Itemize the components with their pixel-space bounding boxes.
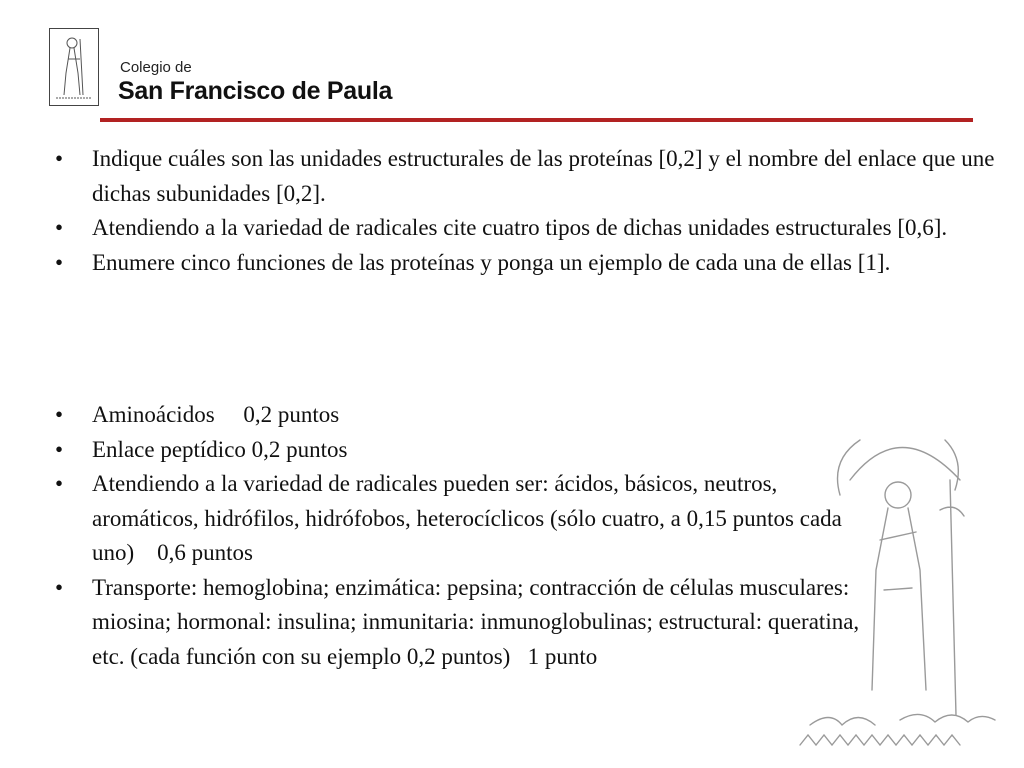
- list-item: [55, 142, 1005, 211]
- bullet-icon: •: [55, 436, 64, 462]
- bullet-icon: •: [55, 402, 64, 427]
- question-text: Enumere cinco funciones de las proteínas y ponga un ejemplo de cada una de ellas [1].: [92, 249, 891, 275]
- question-list: [55, 142, 1005, 280]
- list-item: [55, 433, 885, 468]
- answer-text: Enlace peptídico 0,2 puntos: [92, 436, 348, 462]
- list-item: [55, 211, 1005, 246]
- list-item: [55, 246, 1005, 281]
- list-item: [55, 467, 885, 571]
- logo-emblem: [49, 28, 99, 106]
- header-divider: [100, 118, 973, 122]
- answer-list: [55, 398, 885, 674]
- bullet-icon: •: [55, 215, 64, 240]
- bullet-icon: •: [55, 471, 64, 496]
- logo-title: San Francisco de Paula: [118, 77, 393, 105]
- bullet-icon: •: [55, 574, 64, 600]
- question-text: Atendiendo a la variedad de radicales cite cuatro tipos de dichas unidades estructurales [0,6].: [92, 215, 948, 240]
- answer-text: Aminoácidos 0,2 puntos: [92, 402, 340, 427]
- bullet-icon: •: [55, 249, 64, 275]
- saint-figure-icon: [50, 29, 98, 105]
- list-item: [55, 571, 885, 675]
- list-item: [55, 398, 885, 433]
- answer-text: Atendiendo a la variedad de radicales pueden ser: ácidos, básicos, neutros, aromáticos, hidrófilos, hidrófobos, heterocíclicos (sólo cuatro, a 0,15 puntos cada uno) 0,6 puntos: [92, 471, 848, 565]
- question-text: Indique cuáles son las unidades estructurales de las proteínas [0,2] y el nombre del enlace que une dichas subunidades [0,2].: [92, 146, 995, 206]
- logo-subtitle: Colegio de: [120, 59, 192, 76]
- answer-text: Transporte: hemoglobina; enzimática: pepsina; contracción de células musculares: miosina; hormonal: insulina; inmunitaria: inmunoglobulinas; estructural: queratina, etc. (cada función con su ejemplo 0,2 puntos) 1 punto: [92, 574, 865, 669]
- bullet-icon: •: [55, 146, 64, 171]
